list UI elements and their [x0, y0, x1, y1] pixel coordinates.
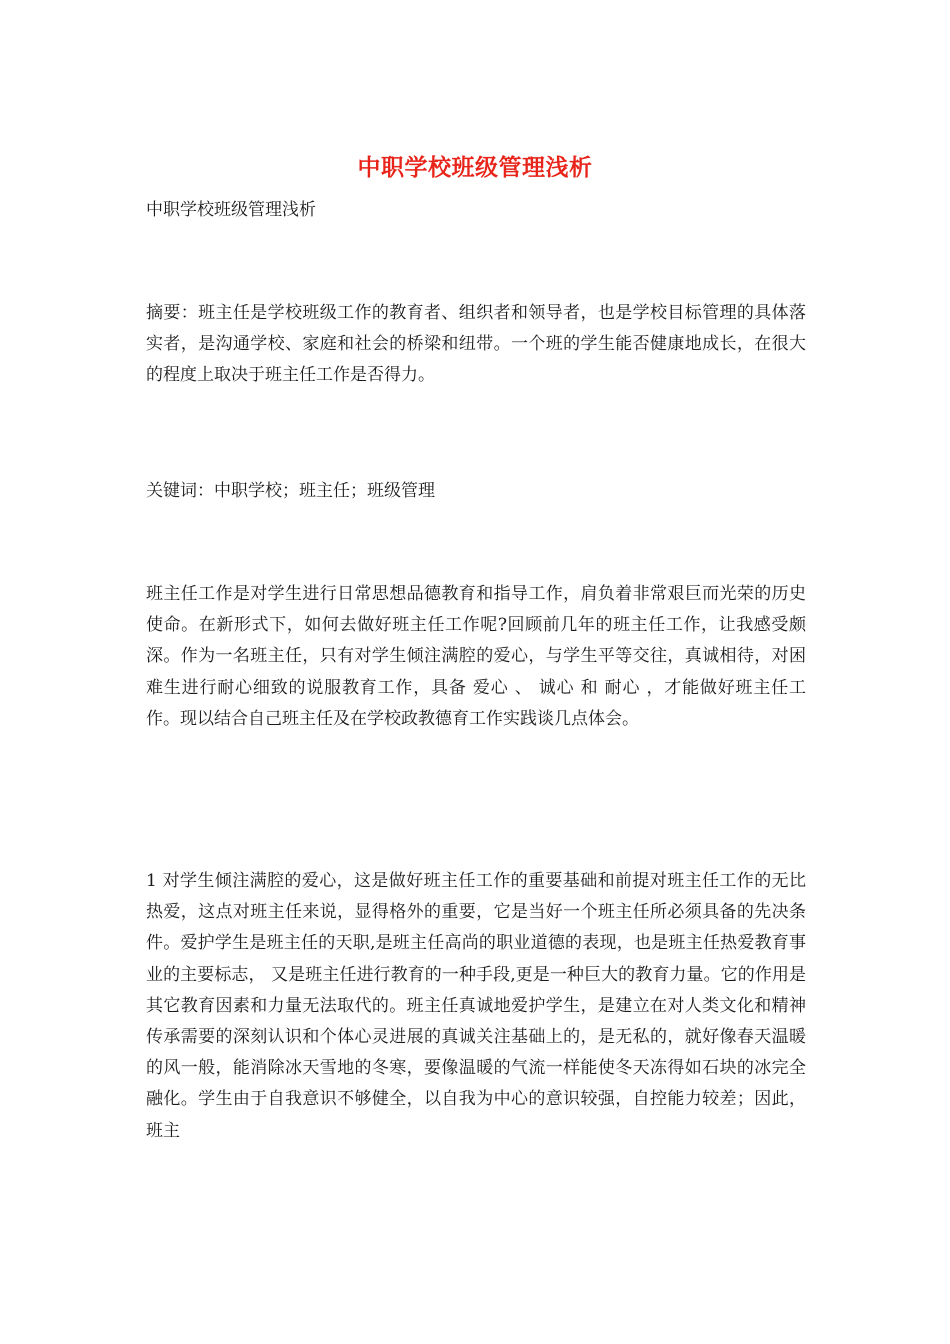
intro-paragraph: 班主任工作是对学生进行日常思想品德教育和指导工作，肩负着非常艰巨而光荣的历史使命。在新形式下，如何去做好班主任工作呢?回顾前几年的班主任工作，让我感受颇深。作为一名班主任，只有对学生倾注满腔的爱心，与学生平等交往，真诚相待，对困难生进行耐心细致的说服教育工作，具备 爱心 、 诚心 和 耐心 ，才能做好班主任工作。现以结合自己班主任及在学校政教德育工作实践谈几点体会。 [146, 584, 806, 729]
abstract-paragraph: 摘要：班主任是学校班级工作的教育者、组织者和领导者，也是学校目标管理的具体落实者，是沟通学校、家庭和社会的桥梁和纽带。一个班的学生能否健康地成长，在很大的程度上取决于班主任工作是否得力。 [146, 303, 806, 386]
document-subtitle: 中职学校班级管理浅析 [146, 200, 316, 220]
section-1-paragraph: 1 对学生倾注满腔的爱心，这是做好班主任工作的重要基础和前提对班主任工作的无比热爱，这点对班主任来说，显得格外的重要，它是当好一个班主任所必须具备的先决条件。爱护学生是班主任的天职,是班主任高尚的职业道德的表现，也是班主任热爱教育事业的主要标志， 又是班主任进行教育的一种手段,更是一种巨大的教育力量。它的作用是其它教育因素和力量无法取代的。班主任真诚地爱护学生，是建立在对人类文化和精神传承需要的深刻认识和个体心灵进展的真诚关注基础上的，是无私的，就好像春天温暖的风一般，能消除冰天雪地的冬寒，要像温暖的气流一样能使冬天冻得如石块的冰完全融化。学生由于自我意识不够健全，以自我为中心的意识较强，自控能力较差；因此，班主 [146, 871, 806, 1141]
document-title: 中职学校班级管理浅析 [357, 154, 593, 181]
keywords-paragraph: 关键词：中职学校；班主任；班级管理 [146, 481, 435, 501]
